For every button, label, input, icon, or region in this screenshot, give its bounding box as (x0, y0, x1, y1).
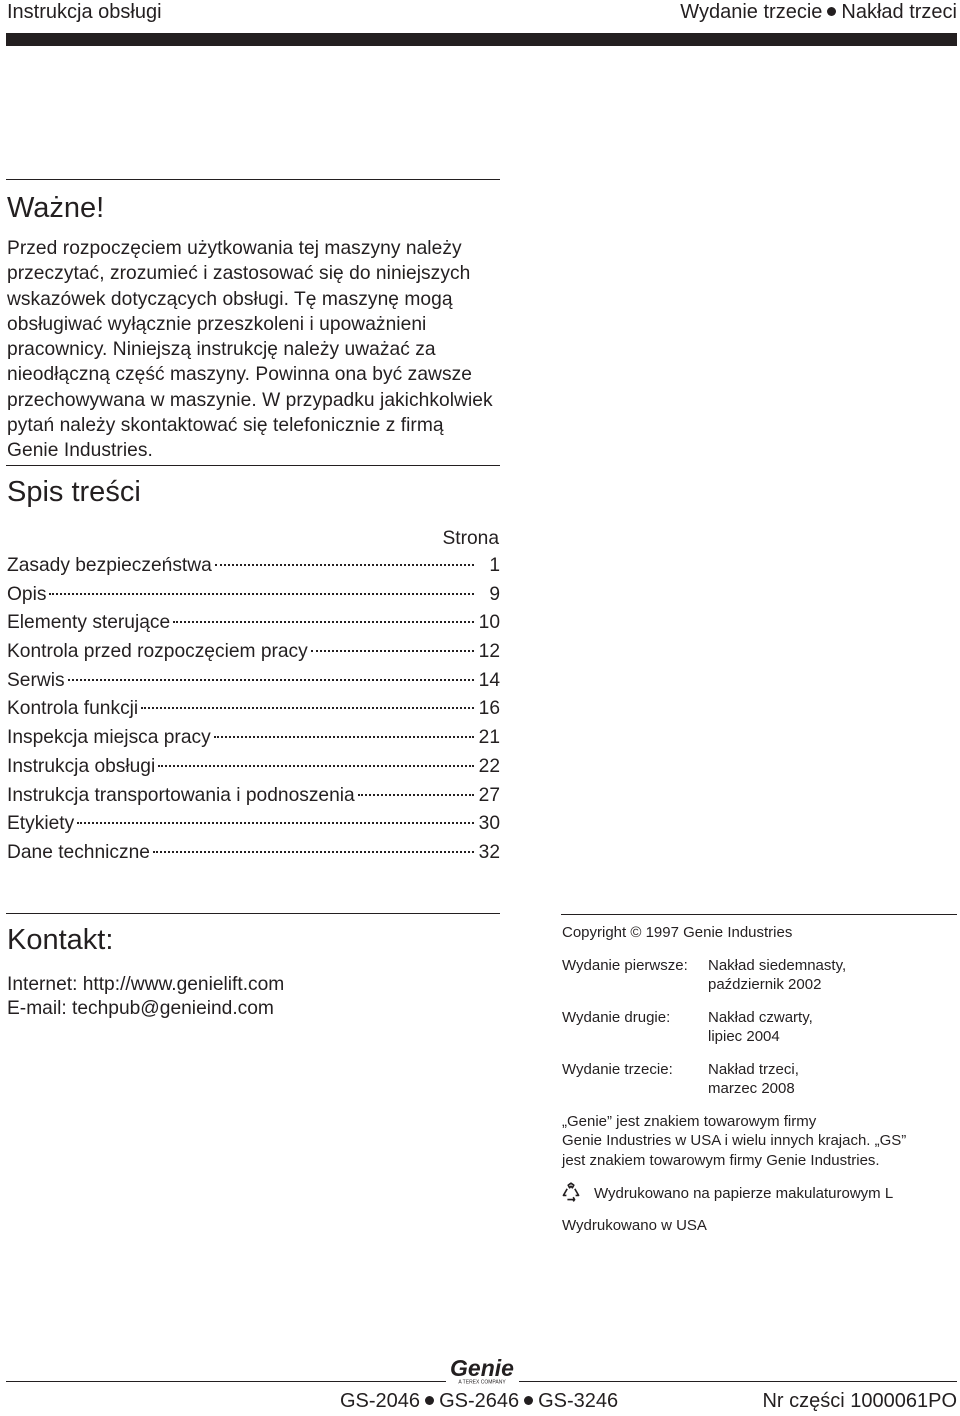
footer-model: GS-2046 (340, 1390, 421, 1412)
toc-entry[interactable] (7, 782, 500, 811)
toc-entry[interactable] (7, 638, 500, 667)
bullet-icon (827, 7, 836, 16)
toc-entry[interactable] (7, 753, 500, 782)
toc-entry-page: 16 (478, 698, 500, 720)
trademark-line: Genie Industries w USA i wielu innych krajach. „GS” (562, 1132, 907, 1149)
header-manual-title: Instrukcja obsługi (7, 1, 162, 23)
logo-tagline: A TEREX COMPANY (458, 1379, 506, 1385)
dot-leader (215, 564, 474, 566)
footer-rule-right (519, 1381, 957, 1382)
toc-entry-label: Elementy sterujące (7, 612, 171, 634)
logo-wordmark: Genie (450, 1355, 514, 1381)
footer-rule-left (6, 1381, 446, 1382)
dot-leader (158, 765, 474, 767)
recycle-icon (561, 1182, 581, 1202)
toc-entry-page: 32 (478, 841, 500, 863)
dot-leader (311, 650, 474, 652)
dot-leader (49, 593, 474, 595)
toc-entry-page: 22 (478, 755, 500, 777)
header-bar (6, 33, 957, 46)
edition-value: Nakład siedemnasty, (708, 957, 847, 974)
trademark-line: „Genie” jest znakiem towarowym firmy (562, 1113, 817, 1130)
toc-entry[interactable] (7, 810, 500, 839)
section-divider (6, 465, 500, 466)
toc-heading: Spis treści (7, 476, 141, 508)
toc-entry[interactable] (7, 667, 500, 696)
dot-leader (173, 621, 474, 623)
toc-entry-label: Inspekcja miejsca pracy (7, 727, 211, 749)
recycled-paper-note: Wydrukowano na papierze makulaturowym L (594, 1185, 894, 1202)
important-body: Przed rozpoczęciem użytkowania tej maszyny należy przeczytać, zrozumieć i zastosować się do niniejszych wskazówek dotyczących obsługi. Tę maszynę mogą obsługiwać wyłącznie przeszkoleni i upoważnieni pracownicy. Niniejszą instrukcję należy uważać za nieodłączną część maszyny. Powinna ona być zawsze przechowywana w maszynie. W przypadku jakichkolwiek pytań należy skontaktować się telefonicznie z firmą Genie Industries. (7, 238, 493, 462)
edition-label: Wydanie drugie: (562, 1009, 671, 1026)
toc-entry-page: 14 (478, 669, 500, 691)
toc-list (7, 552, 500, 868)
dot-leader (141, 707, 474, 709)
toc-entry-label: Kontrola przed rozpoczęciem pracy (7, 641, 308, 663)
edition-value: Nakład trzeci, (708, 1061, 799, 1078)
toc-entry-label: Etykiety (7, 813, 75, 835)
header-edition-info (680, 0, 957, 24)
dot-leader (358, 794, 474, 796)
footer-models (340, 1389, 618, 1413)
dot-leader (77, 822, 474, 824)
toc-entry-page: 30 (478, 813, 500, 835)
toc-entry-label: Zasady bezpieczeństwa (7, 555, 212, 576)
dot-leader (68, 679, 474, 681)
bullet-icon (425, 1396, 434, 1405)
toc-entry-label: Kontrola funkcji (7, 698, 139, 720)
toc-entry-label: Instrukcja obsługi (7, 755, 156, 777)
toc-entry[interactable] (7, 581, 500, 610)
contact-email[interactable]: E-mail: techpub@genieind.com (7, 998, 274, 1019)
printed-in-note: Wydrukowano w USA (562, 1217, 707, 1234)
edition-date: lipiec 2004 (708, 1028, 780, 1045)
toc-entry-page: 1 (489, 555, 500, 576)
footer-model: GS-3246 (538, 1390, 619, 1412)
toc-entry-label: Dane techniczne (7, 841, 150, 863)
section-divider (6, 179, 500, 180)
contact-heading: Kontakt: (7, 924, 114, 956)
edition-label: Wydanie trzecie: (562, 1061, 673, 1078)
toc-entry-label: Serwis (7, 669, 65, 691)
footer-part-number: Nr części 1000061PO (762, 1390, 957, 1412)
toc-entry-label: Opis (7, 583, 47, 605)
toc-entry[interactable] (7, 695, 500, 724)
toc-entry[interactable] (7, 609, 500, 638)
toc-entry-label: Instrukcja transportowania i podnoszenia (7, 784, 355, 806)
copyright-line: Copyright © 1997 Genie Industries (562, 924, 793, 941)
toc-entry-page: 21 (478, 727, 500, 749)
section-divider (561, 914, 957, 915)
toc-entry-page: 27 (478, 784, 500, 806)
toc-entry-page: 10 (478, 612, 500, 634)
header-edition: Wydanie trzecie (680, 1, 823, 23)
toc-entry-page: 12 (478, 641, 500, 663)
toc-entry-page: 9 (489, 583, 500, 605)
edition-date: marzec 2008 (708, 1080, 795, 1097)
edition-date: październik 2002 (708, 976, 822, 993)
bullet-icon (524, 1396, 533, 1405)
toc-entry[interactable] (7, 724, 500, 753)
edition-label: Wydanie pierwsze: (562, 957, 688, 974)
section-divider (6, 913, 500, 914)
toc-page-column-header: Strona (442, 528, 499, 549)
toc-entry[interactable] (7, 552, 500, 581)
trademark-line: jest znakiem towarowym firmy Genie Industries. (562, 1152, 880, 1169)
dot-leader (214, 736, 474, 738)
genie-logo (446, 1355, 518, 1385)
edition-value: Nakład czwarty, (708, 1009, 813, 1026)
dot-leader (153, 851, 474, 853)
header-print-run: Nakład trzeci (841, 1, 957, 23)
footer-model: GS-2646 (439, 1390, 520, 1412)
contact-internet[interactable]: Internet: http://www.genielift.com (7, 974, 285, 995)
toc-entry[interactable] (7, 839, 500, 868)
important-heading: Ważne! (7, 192, 105, 224)
